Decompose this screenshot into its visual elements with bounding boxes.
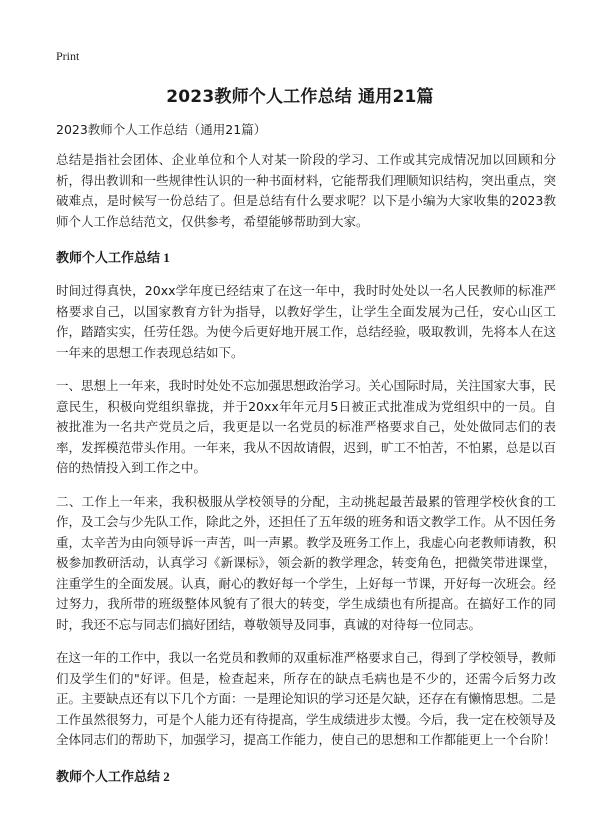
section-heading-1: 教师个人工作总结 1 bbox=[56, 250, 170, 265]
print-link[interactable]: Print bbox=[56, 49, 80, 63]
document-body bbox=[56, 120, 556, 800]
intro-paragraph: 总结是指社会团体、企业单位和个人对某一阶段的学习、工作或其完成情况加以回顾和分析，得出教训和一些规律性认识的一种书面材料，它能帮我们理顺知识结构，突出重点，突破难点，是时候写一份总结了。但是总结有什么要求呢？以下是小编为大家收集的2023教师个人工作总结范文，仅供参考，希望能够帮助到大家。 bbox=[56, 152, 557, 229]
section-1-paragraph-2: 一、思想上一年来，我时时处处不忘加强思想政治学习。关心国际时局，关注国家大事，民意民生，积极向党组织靠拢，并于20xx年年元月5日被正式批准成为党组织中的一员。自被批准为一名共产党员之后，我更是以一名党员的标准严格要求自己，处处做同志们的表率，发挥模范带头作用。一年来，我从不因故请假，迟到，旷工不怕苦，不怕累，总是以百倍的热情投入到工作之中。 bbox=[56, 378, 557, 475]
page-title: 2023教师个人工作总结 通用21篇 bbox=[166, 87, 434, 107]
document-subtitle: 2023教师个人工作总结（通用21篇） bbox=[56, 122, 267, 137]
section-heading-2: 教师个人工作总结 2 bbox=[56, 768, 170, 784]
section-1-paragraph-1: 时间过得真快，20xx学年度已经结束了在这一年中，我时时处处以一名人民教师的标准严格要求自己，以国家教育方针为指导，以教好学生，让学生全面发展为己任，安心山区工作，踏踏实实，任劳任怨。为使今后更好地开展工作，总结经验，吸取教训，先将本人在这一年来的思想工作表现总结如下。 bbox=[56, 283, 557, 360]
section-1-paragraph-3: 二、工作上一年来，我积极服从学校领导的分配，主动挑起最苦最累的管理学校伙食的工作，及工会与少先队工作，除此之外，还担任了五年级的班务和语文教学工作。从不因任务重，太辛苦为由向领导诉一声苦，叫一声累。教学及班务工作上，我虚心向老教师请教，积极参加教研活动，认真学习《新课标》，领会新的教学理念，转变角色，把微笑带进课堂，注重学生的全面发展。认真，耐心的教好每一个学生，上好每一节课，开好每一次班会。经过努力，我所带的班级整体风貌有了很大的转变，学生成绩也有所提高。在搞好工作的同时，我还不忘与同志们搞好团结，尊敬领导及同事，真诚的对待每一位同志。 bbox=[56, 493, 557, 632]
section-1-paragraph-4: 在这一年的工作中，我以一名党员和教师的双重标准严格要求自己，得到了学校领导，教师们及学生们的"好评。但是，检查起来，所存在的缺点毛病也是不少的，还需今后努力改正。主要缺点还有以下几个方面：一是理论知识的学习还是欠缺，还存在有懒惰思想。二是工作虽然很努力，可是个人能力还有待提高，学生成绩进步太慢。今后，我一定在校领导及全体同志们的帮助下，加强学习，提高工作能力，使自己的思想和工作都能更上一个台阶！ bbox=[56, 650, 557, 747]
